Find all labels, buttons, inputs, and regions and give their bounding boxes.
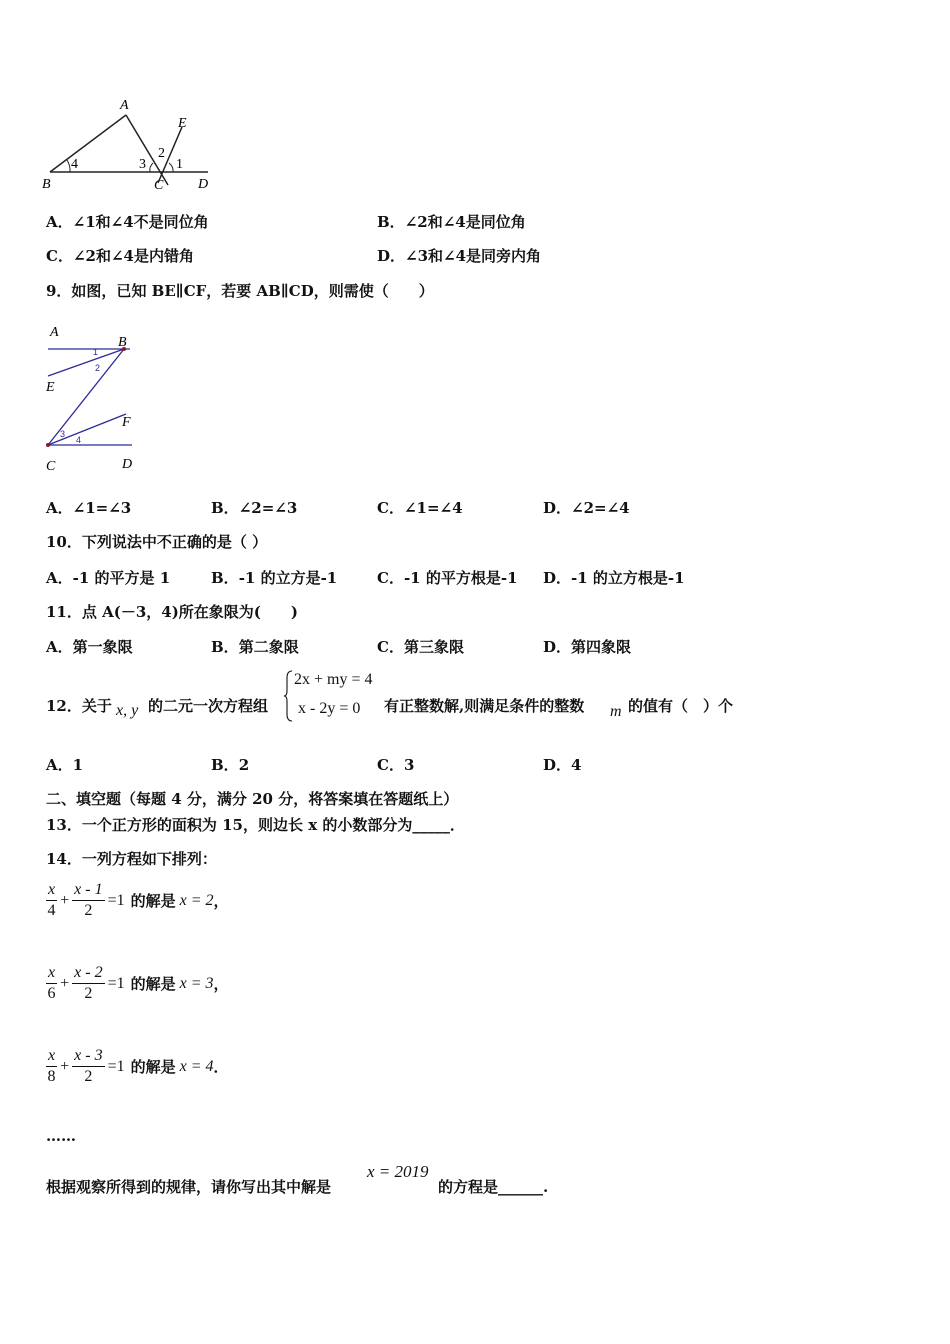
q12-option-d[interactable]: D．4 [543,756,582,774]
ellipsis: …… [46,1127,76,1145]
figure-parallel-lines [40,318,150,478]
q10-option-d[interactable]: D．-1 的立方根是-1 [543,569,685,587]
q8-option-a[interactable]: A．∠1和∠4不是同位角 [46,213,209,231]
section-heading: 二、填空题（每题 4 分，满分 20 分，将答案填在答题纸上） [46,790,459,808]
q12-option-c[interactable]: C．3 [377,756,415,774]
q12-prefix: 12．关于 [46,697,112,715]
figure-angles-abcde [40,95,220,195]
q12-left-brace [283,670,293,722]
q8-option-b[interactable]: B．∠2和∠4是同位角 [377,213,526,231]
label-D: D [198,177,209,192]
q12-vars: x, y [116,702,139,719]
q11-option-c[interactable]: C．第三象限 [377,638,464,656]
q14-final-solution: x = 2019 [367,1162,429,1181]
label-angle-3: 3 [60,429,66,439]
fraction: $\frac{x - 1}{2}$ [74,881,103,919]
label-D: D [122,457,133,472]
q10-option-a[interactable]: A．-1 的平方是 1 [46,569,171,587]
q10-option-b[interactable]: B．-1 的立方是-1 [211,569,338,587]
q14-final-prefix: 根据观察所得到的规律，请你写出其中解是 [46,1178,332,1196]
q12-option-b[interactable]: B．2 [211,756,250,774]
q9-option-d[interactable]: D．∠2=∠4 [543,499,630,517]
fraction: $\frac{x}{6}$ [47,964,56,1002]
q12-equation-1: 2x + my = 4 [294,671,373,688]
q14-final-suffix: 的方程是______. [438,1178,549,1196]
q10-option-c[interactable]: C．-1 的平方根是-1 [377,569,518,587]
q10-stem: 10．下列说法中不正确的是（ ） [46,533,268,551]
label-angle-3: 3 [139,157,146,172]
label-C: C [46,459,56,474]
q14-equation-2: $\frac{x}{6}$ + $\frac{x - 2}{2}$ =1 的解是 x = 3 ， [47,964,229,1002]
q11-option-d[interactable]: D．第四象限 [543,638,632,656]
label-A: A [50,325,59,340]
label-angle-2: 2 [158,146,165,161]
q9-stem: 9．如图，已知 BE∥CF，若要 AB∥CD，则需使（ ） [46,282,434,300]
label-E: E [178,116,187,131]
q13-stem: 13．一个正方形的面积为 15，则边长 x 的小数部分为_____． [46,816,465,834]
q14-equation-1: $\frac{x}{4}$ + $\frac{x - 1}{2}$ =1 的解是 x = 2 ， [47,881,229,919]
fraction: $\frac{x}{8}$ [47,1047,56,1085]
q8-option-d[interactable]: D．∠3和∠4是同旁内角 [377,247,542,265]
q12-var-m: m [610,703,622,720]
label-angle-4: 4 [71,157,78,172]
q12-option-a[interactable]: A．1 [46,756,84,774]
q14-equation-3: $\frac{x}{8}$ + $\frac{x - 3}{2}$ =1 的解是 x = 4 ． [47,1047,229,1085]
q14-stem: 14．一列方程如下排列： [46,850,217,868]
fraction: $\frac{x - 2}{2}$ [74,964,103,1002]
fraction: $\frac{x}{4}$ [47,881,56,919]
q11-option-b[interactable]: B．第二象限 [211,638,299,656]
q12-equation-2: x - 2y = 0 [298,700,361,717]
label-F: F [122,415,131,430]
label-B: B [42,177,51,192]
q9-option-b[interactable]: B．∠2=∠3 [211,499,298,517]
q12-suffix-2: 的值有（ ）个 [628,697,734,715]
label-A: A [120,98,129,113]
fraction: $\frac{x - 3}{2}$ [74,1047,103,1085]
q12-suffix-1: 有正整数解,则满足条件的整数 [384,697,585,715]
q12-middle: 的二元一次方程组 [148,697,269,715]
label-angle-2: 2 [95,363,101,373]
label-C: C [154,178,164,193]
q8-option-c[interactable]: C．∠2和∠4是内错角 [46,247,194,265]
q11-stem: 11．点 A(－3，4)所在象限为( ) [46,603,298,621]
label-E: E [46,380,55,395]
label-angle-4: 4 [76,435,82,445]
label-angle-1: 1 [176,157,183,172]
q9-option-a[interactable]: A．∠1=∠3 [46,499,132,517]
q9-option-c[interactable]: C．∠1=∠4 [377,499,463,517]
q11-option-a[interactable]: A．第一象限 [46,638,133,656]
label-angle-1: 1 [93,347,99,357]
label-B: B [118,335,127,350]
